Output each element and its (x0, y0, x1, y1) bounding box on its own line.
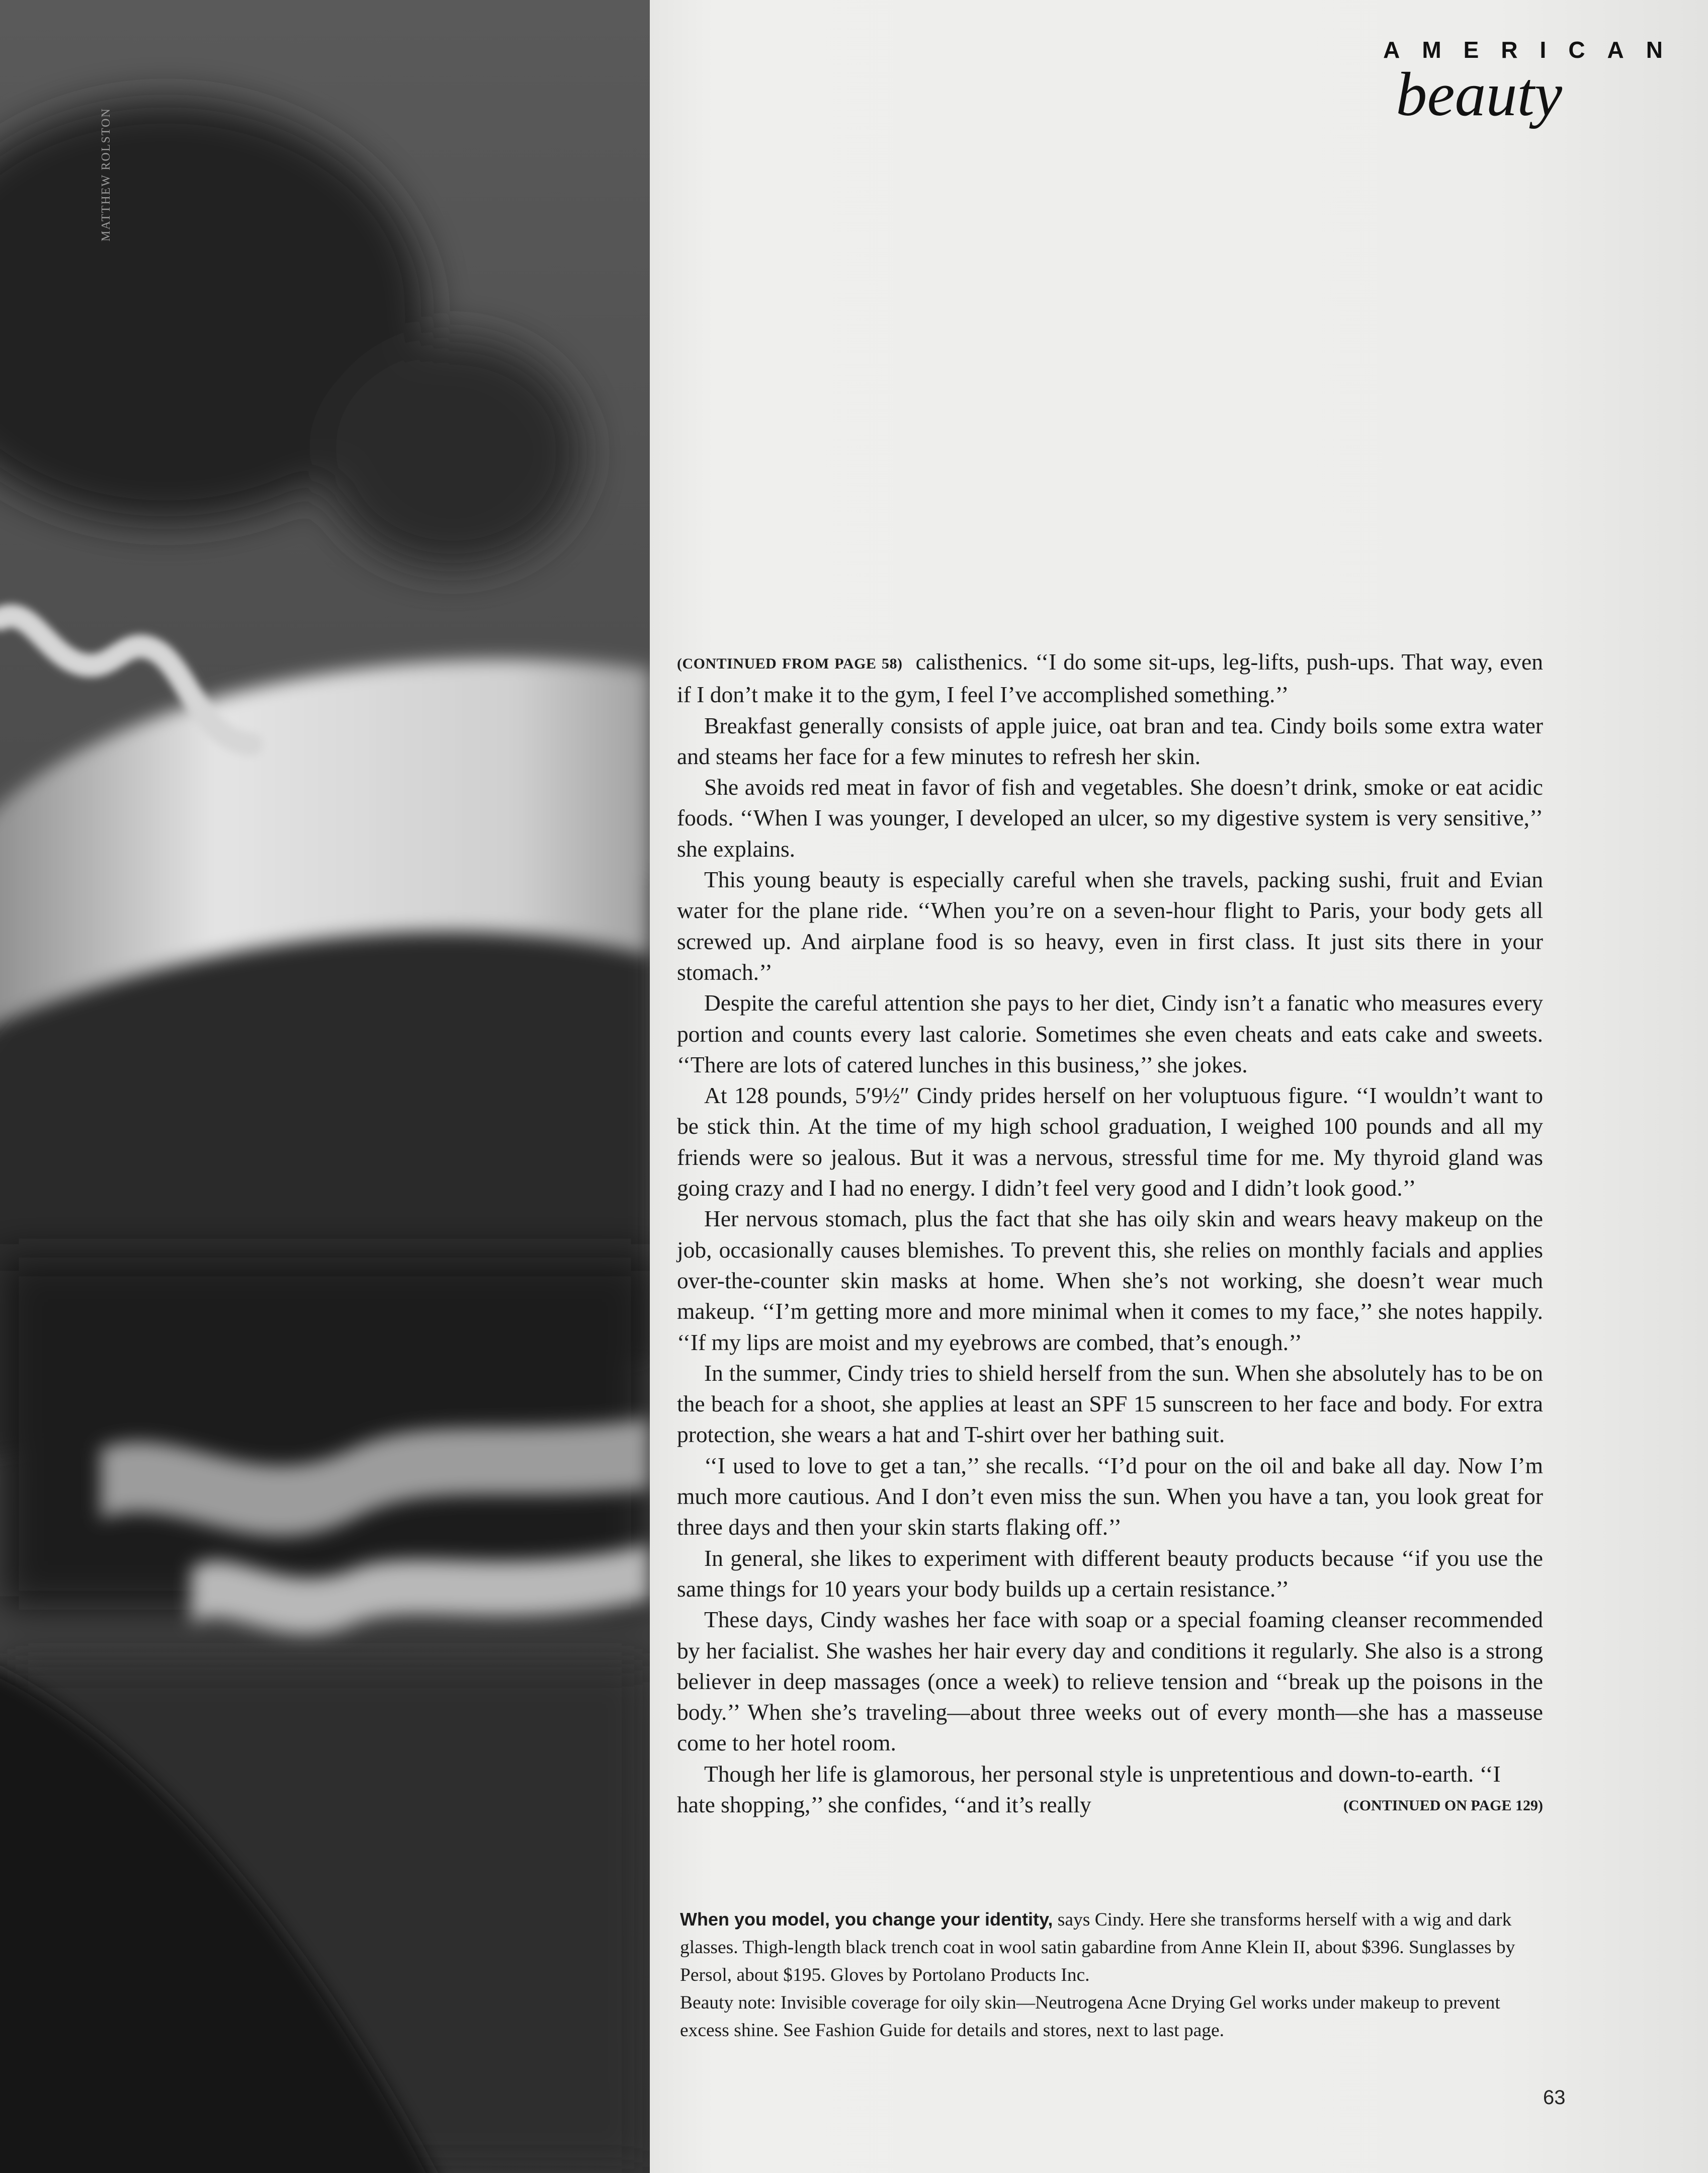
article-paragraph: Though her life is glamorous, her personal style is unpretentious and down-to-earth. ‘‘I hate shopping,’’ she confides, ‘‘and it’s really (CONTINUED ON PAGE 129) (677, 1759, 1543, 1820)
caption-main (680, 1905, 1540, 1989)
article-paragraph: In general, she likes to experiment with different beauty products because ‘‘if you use the same things for 10 years your body builds up a certain resistance.’’ (677, 1545, 1543, 1602)
photo-image (0, 0, 650, 2173)
continued-from-label: (CONTINUED FROM PAGE 58) (677, 655, 903, 672)
article-body (677, 646, 1543, 1821)
article-paragraph: Her nervous stomach, plus the fact that she has oily skin and wears heavy makeup on the job, occasionally causes blemishes. To prevent this, she relies on monthly facials and applies over-the-counter skin masks at home. When she’s not working, she doesn’t wear much makeup. ‘‘I’m getting more and more minimal when it comes to my face,’’ she notes happily. ‘‘If my lips are moist and my eyebrows are combed, that’s enough.’’ (677, 1206, 1543, 1355)
masthead (1381, 36, 1685, 129)
caption-beauty-note: Beauty note: Invisible coverage for oily skin—Neutrogena Acne Drying Gel works under makeup to prevent excess shine. See Fashion Guide for details and stores, next to last page. (680, 1992, 1500, 2041)
caption-text: says Cindy. Here she transforms herself with a wig and dark glasses. Thigh-length black trench coat in wool satin gabardine from Anne Klein II, about $396. Sunglasses by Persol, about $195. Gloves by Portolano Products Inc. (680, 1909, 1515, 1985)
photograph (0, 0, 650, 2173)
article-paragraph: This young beauty is especially careful when she travels, packing sushi, fruit and Evian water for the plane ride. ‘‘When you’re on a seven-hour flight to Paris, your body gets all screwed up. And airplane food is so heavy, even in first class. It just sits there in your stomach.’’ (677, 867, 1543, 985)
article-paragraph: Despite the careful attention she pays to her diet, Cindy isn’t a fanatic who measures every portion and counts every last calorie. Sometimes she even cheats and eats cake and sweets. ‘‘There are lots of catered lunches in this business,’’ she jokes. (677, 990, 1543, 1077)
masthead-american: AMERICAN (1383, 37, 1685, 63)
photo-credit: MATTHEW ROLSTON (100, 108, 113, 241)
article-paragraph: She avoids red meat in favor of fish and vegetables. She doesn’t drink, smoke or eat acidic foods. ‘‘When I was younger, I developed an ulcer, so my digestive system is very sensitive,’’ she explains. (677, 774, 1543, 862)
article-paragraph: In the summer, Cindy tries to shield herself from the sun. When she absolutely has to be on the beach for a shoot, she applies at least an SPF 15 sunscreen to her face and body. For extra protection, she wears a hat and T-shirt over her bathing suit. (677, 1360, 1543, 1448)
article-paragraph: Breakfast generally consists of apple juice, oat bran and tea. Cindy boils some extra water and steams her face for a few minutes to refresh her skin. (677, 712, 1543, 769)
article-paragraph: These days, Cindy washes her face with soap or a special foaming cleanser recommended by her facialist. She washes her hair every day and conditions it regularly. She also is a strong believer in deep massages (once a week) to relieve tension and ‘‘break up the poisons in the body.’’ When she’s traveling—about three weeks out of every month—she has a masseuse come to her hotel room. (677, 1607, 1543, 1756)
continued-on-label: (CONTINUED ON PAGE 129) (1343, 1797, 1543, 1814)
masthead-beauty: beauty (1396, 60, 1562, 129)
page-number: 63 (1543, 2086, 1566, 2109)
caption-lead: When you model, you change your identity, (680, 1909, 1053, 1930)
article-paragraph: (CONTINUED FROM PAGE 58) calisthenics. ‘‘I do some sit-ups, leg-lifts, push-ups. That way, even if I don’t make it to the gym, I feel I’ve accomplished something.’’ (677, 649, 1543, 708)
article-paragraph: ‘‘I used to love to get a tan,’’ she recalls. ‘‘I’d pour on the oil and bake all day. Now I’m much more cautious. And I don’t even miss the sun. When you have a tan, you look great for three days and then your skin starts flaking off.’’ (677, 1452, 1543, 1540)
article-paragraph: At 128 pounds, 5′9½″ Cindy prides herself on her voluptuous figure. ‘‘I wouldn’t want to be stick thin. At the time of my high school graduation, I weighed 100 pounds and all my friends were so jealous. But it was a nervous, stressful time for me. My thyroid gland was going crazy and I had no energy. I didn’t feel very good and I didn’t look good.’’ (677, 1082, 1543, 1201)
photo-caption (680, 1905, 1540, 2044)
